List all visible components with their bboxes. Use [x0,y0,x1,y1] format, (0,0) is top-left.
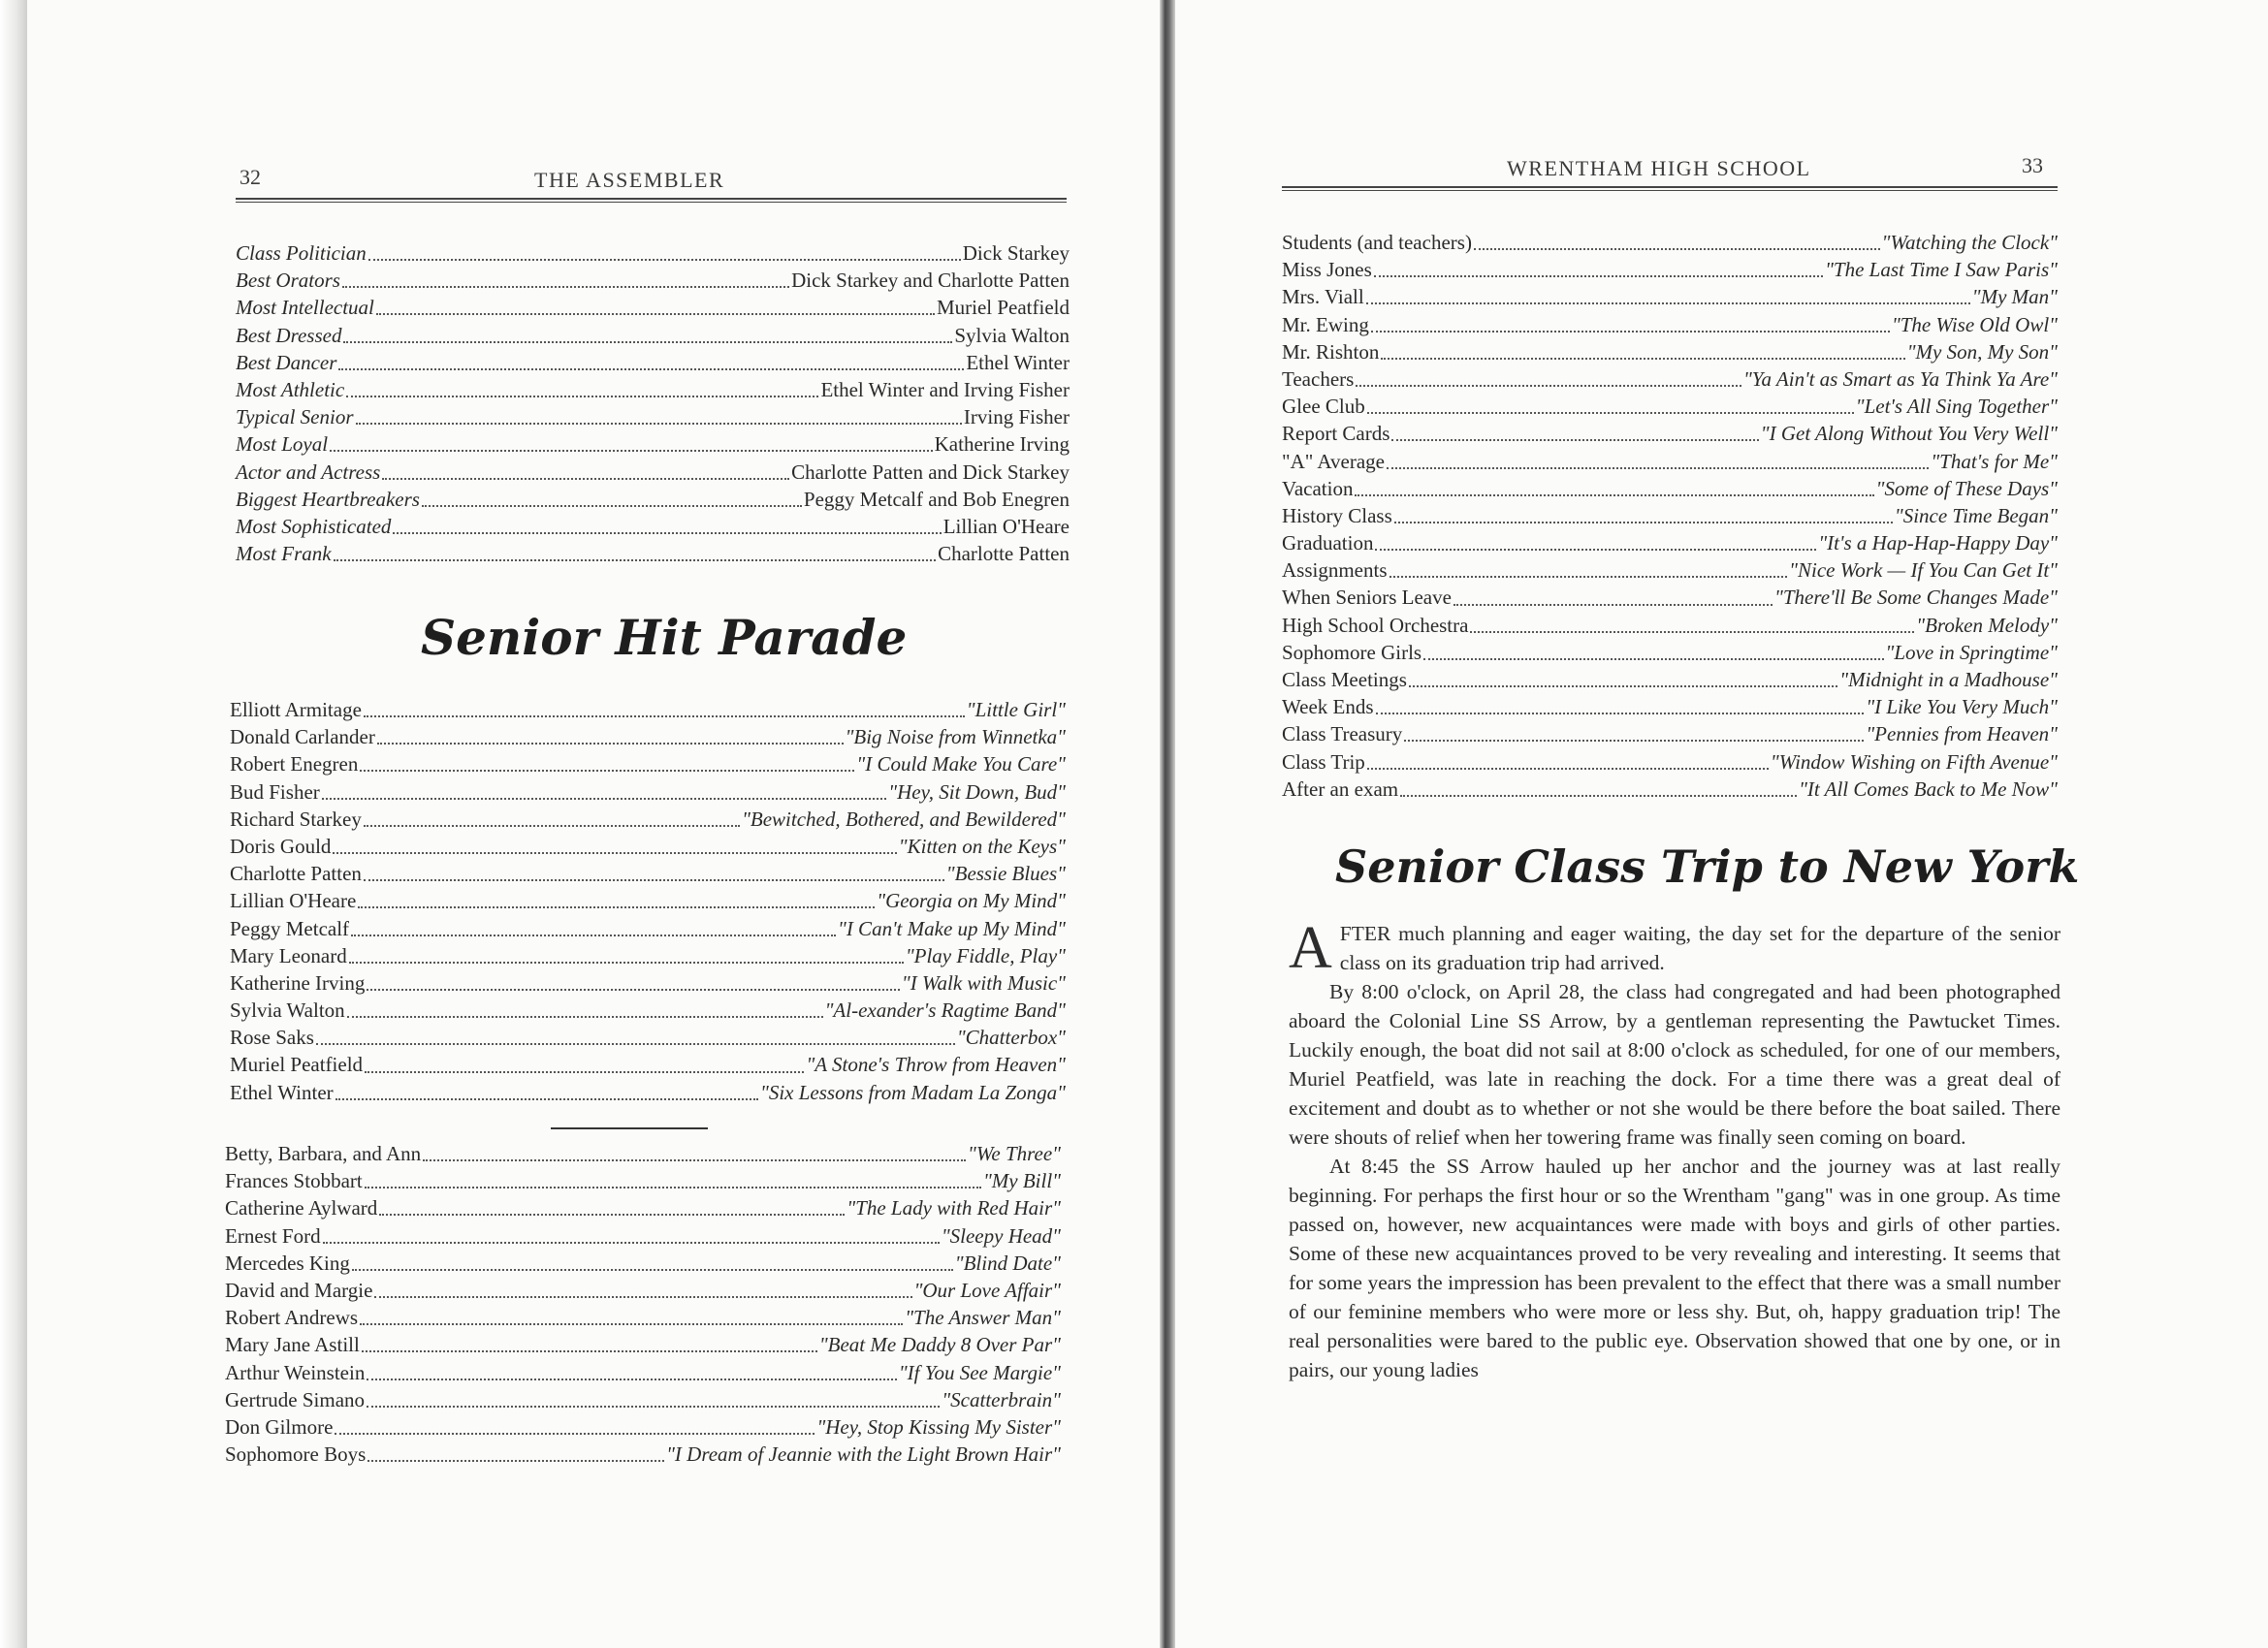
song-row: Miss Jones "The Last Time I Saw Paris" [1282,258,2058,282]
drop-cap: A [1289,915,1332,981]
article-paragraph: By 8:00 o'clock, on April 28, the class had congregated and had been photographed aboard the Colonial Line SS Arrow, by a gentleman representing the Pawtucket Times. Luckily enough, the boat did not sail at 8:00 o'clock as scheduled, for one of our members, Muriel Peatfield, was late in reaching the dock. For a time there was a great deal of excitement and doubt as to whether or not she would be there before the boat sailed. There were shouts of relief when her towering frame was finally seen coming on board. [1289,980,2060,1149]
header-rule-right [1282,186,2058,191]
scan-edge [0,0,27,1648]
hit-row: Peggy Metcalf "I Can't Make up My Mind" [230,916,1066,940]
hit-row: Donald Carlander "Big Noise from Winnetka" [230,725,1066,749]
hit-parade-list [230,696,1066,1106]
hit-row: Robert Andrews "The Answer Man" [225,1306,1061,1330]
header-rule-left [236,198,1067,203]
hit-row: Lillian O'Heare "Georgia on My Mind" [230,889,1066,913]
song-row: Mr. Rishton "My Son, My Son" [1282,339,2058,364]
article-paragraph: At 8:45 the SS Arrow hauled up her anchor and the journey was at last really beginning. For perhaps the first hour or so the Wrentham "gang" was in one group. As time passed on, however, new acquaintances were made with boys and girls of other parties. Some of these new acquaintances proved to be very revealing and interesting. It seems that for some years the impression has been prevalent to the effect that there was a small number of our feminine members who were more or less shy. But, oh, happy graduation trip! The real personalities were bared to the public eye. Observation showed that one by one, or in pairs, our young ladies [1289,1155,2060,1381]
song-row: Glee Club "Let's All Sing Together" [1282,395,2058,419]
hit-row: Sophomore Boys "I Dream of Jeannie with the Light Brown Hair" [225,1442,1061,1467]
section-divider [551,1127,708,1129]
hit-row: Mary Leonard "Play Fiddle, Play" [230,943,1066,967]
article-paragraph: AFTER much planning and eager waiting, the day set for the departure of the senior class on its graduation trip had arrived. [1289,915,2060,981]
songs-list [1282,229,2058,803]
hit-row: Catherine Aylward "The Lady with Red Hair" [225,1196,1061,1220]
song-row: Graduation "It's a Hap-Hap-Happy Day" [1282,531,2058,555]
article-title: Senior Class Trip to New York [1335,840,2080,893]
song-row: High School Orchestra "Broken Melody" [1282,613,2058,637]
song-row: Class Treasury "Pennies from Heaven" [1282,722,2058,746]
right-page [1175,0,2268,1648]
song-row: Vacation "Some of These Days" [1282,476,2058,500]
hit-row: Katherine Irving "I Walk with Music" [230,970,1066,995]
hit-row: Charlotte Patten "Bessie Blues" [230,862,1066,886]
page-number-left: 32 [240,165,261,189]
hit-row: Mercedes King "Blind Date" [225,1251,1061,1275]
hit-row: Arthur Weinstein "If You See Margie" [225,1360,1061,1384]
article-body [1289,915,2060,1384]
hit-row: Doris Gould "Kitten on the Keys" [230,834,1066,858]
hit-row: Richard Starkey "Bewitched, Bothered, and Bewildered" [230,807,1066,831]
award-row: Most Frank Charlotte Patten [236,542,1070,566]
hit-row: Ethel Winter "Six Lessons from Madam La Zonga" [230,1080,1066,1104]
hit-row: Muriel Peatfield "A Stone's Throw from Heaven" [230,1053,1066,1077]
hit-row: Bud Fisher "Hey, Sit Down, Bud" [230,779,1066,804]
award-row: Best Orators Dick Starkey and Charlotte Patten [236,269,1070,293]
award-row: Class Politician Dick Starkey [236,241,1070,265]
book-gutter [1160,0,1175,1648]
award-row: Biggest Heartbreakers Peggy Metcalf and Bob Enegren [236,487,1070,511]
running-head-right: WRENTHAM HIGH SCHOOL [1507,156,1811,180]
hit-row: Sylvia Walton "Al-exander's Ragtime Band" [230,998,1066,1023]
song-row: Sophomore Girls "Love in Springtime" [1282,640,2058,664]
award-row: Typical Senior Irving Fisher [236,405,1070,429]
hit-row: Rose Saks "Chatterbox" [230,1026,1066,1050]
hit-row: Don Gilmore "Hey, Stop Kissing My Sister" [225,1414,1061,1439]
hit-row: Frances Stobbart "My Bill" [225,1169,1061,1193]
song-row: Students (and teachers) "Watching the Clock" [1282,231,2058,254]
song-row: "A" Average "That's for Me" [1282,449,2058,473]
song-row: Mrs. Viall "My Man" [1282,285,2058,309]
left-page [27,0,1160,1648]
hit-row: Mary Jane Astill "Beat Me Daddy 8 Over Par" [225,1333,1061,1357]
hit-row: Gertrude Simano "Scatterbrain" [225,1387,1061,1411]
song-row: Mr. Ewing "The Wise Old Owl" [1282,312,2058,336]
hit-row: Robert Enegren "I Could Make You Care" [230,752,1066,776]
song-row: History Class "Since Time Began" [1282,503,2058,527]
hit-row: Ernest Ford "Sleepy Head" [225,1223,1061,1248]
song-row: Assignments "Nice Work — If You Can Get It" [1282,558,2058,583]
hit-row: Betty, Barbara, and Ann "We Three" [225,1142,1061,1165]
song-row: Class Trip "Window Wishing on Fifth Avenue" [1282,749,2058,774]
award-row: Most Sophisticated Lillian O'Heare [236,514,1070,538]
hit-parade-list-2 [225,1140,1061,1468]
award-row: Most Loyal Katherine Irving [236,432,1070,457]
song-row: Class Meetings "Midnight in a Madhouse" [1282,668,2058,691]
hit-row: Elliott Armitage "Little Girl" [230,698,1066,721]
page-number-right: 33 [2022,153,2043,177]
award-row: Best Dancer Ethel Winter [236,350,1070,374]
running-head-left: THE ASSEMBLER [534,168,725,192]
song-row: Teachers "Ya Ain't as Smart as Ya Think Ya Are" [1282,366,2058,391]
song-row: When Seniors Leave "There'll Be Some Changes Made" [1282,586,2058,610]
awards-list [236,239,1070,567]
award-row: Most Intellectual Muriel Peatfield [236,296,1070,320]
song-row: After an exam "It All Comes Back to Me Now" [1282,776,2058,801]
award-row: Actor and Actress Charlotte Patten and Dick Starkey [236,460,1070,484]
award-row: Best Dressed Sylvia Walton [236,323,1070,347]
award-row: Most Athletic Ethel Winter and Irving Fisher [236,377,1070,401]
song-row: Week Ends "I Like You Very Much" [1282,695,2058,719]
song-row: Report Cards "I Get Along Without You Very Well" [1282,422,2058,446]
hit-row: David and Margie "Our Love Affair" [225,1278,1061,1302]
hit-parade-title: Senior Hit Parade [421,609,908,666]
